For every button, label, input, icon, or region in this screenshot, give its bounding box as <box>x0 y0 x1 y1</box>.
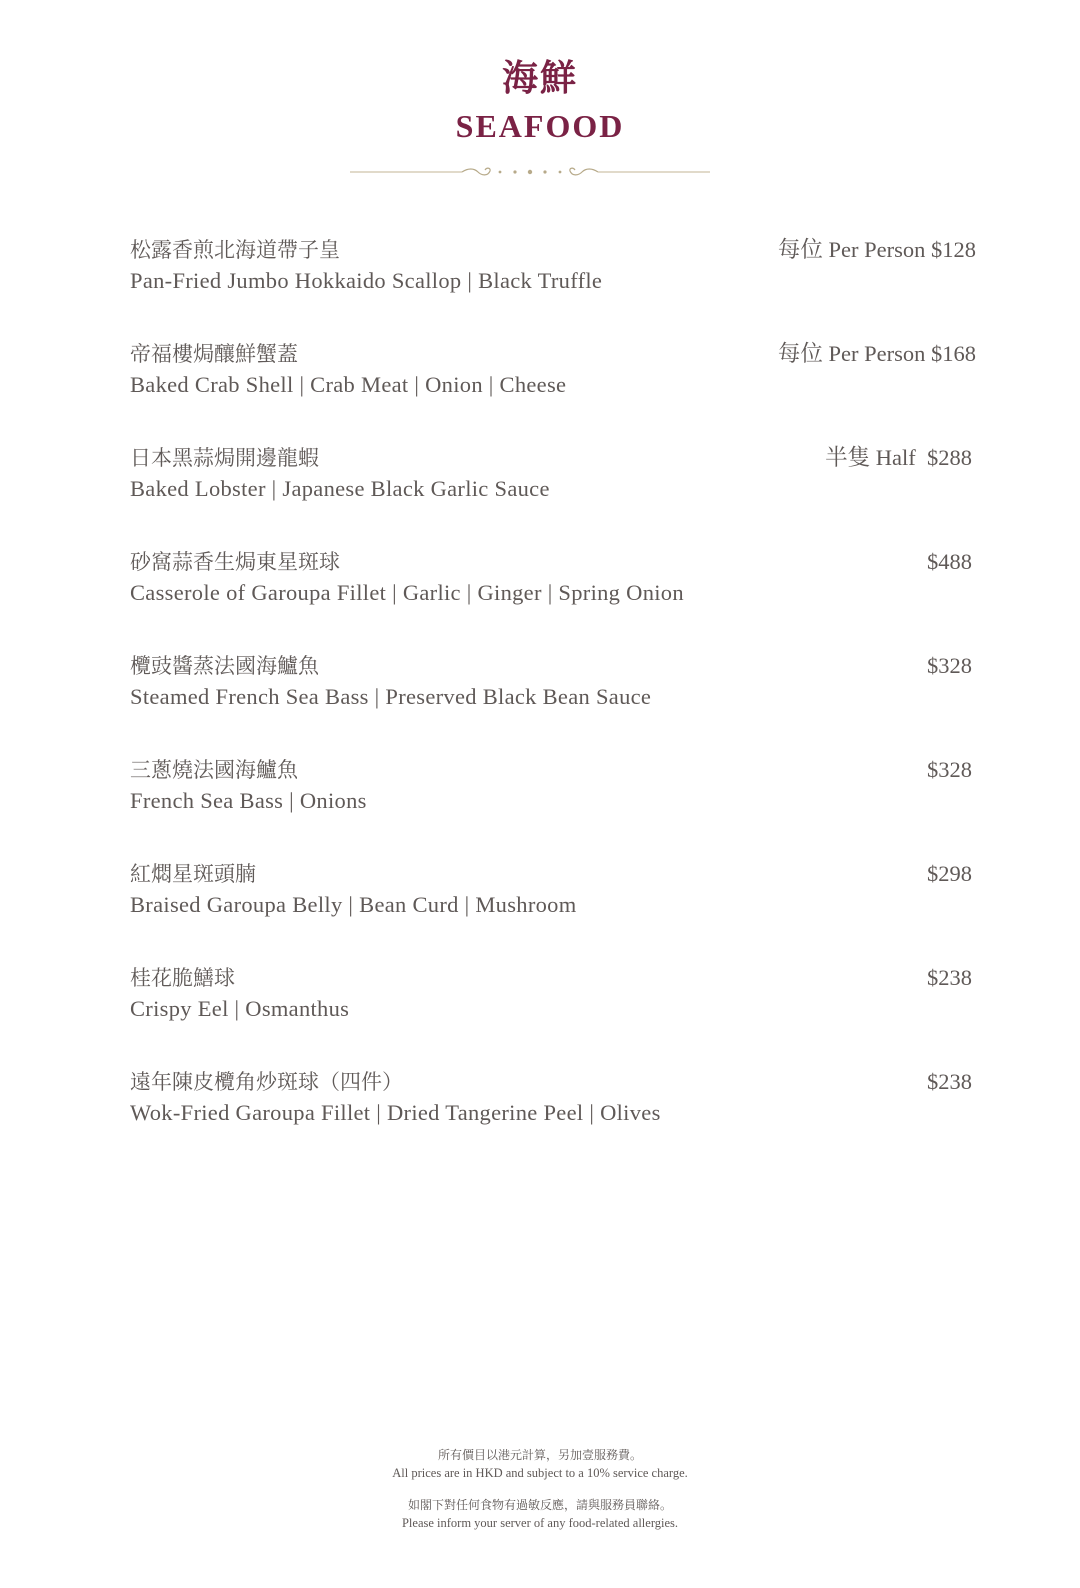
menu-item-price: $238 <box>927 1069 972 1094</box>
menu-item <box>130 548 976 652</box>
menu-item-name-chinese: 桂花脆鱔球 <box>130 966 235 990</box>
menu-item-price: 每位 Per Person $128 <box>777 237 976 262</box>
menu-item-name-chinese: 日本黑蒜焗開邊龍蝦 <box>130 446 319 470</box>
seafood-menu-list <box>130 236 976 1172</box>
service-charge-note-english: All prices are in HKD and subject to a 10% service charge. <box>392 1466 688 1480</box>
menu-item <box>130 652 976 756</box>
menu-item <box>130 340 976 444</box>
menu-item-price: 每位 Per Person $168 <box>777 341 976 366</box>
menu-item-price: $488 <box>927 549 972 574</box>
menu-item-name-english: Casserole of Garoupa Fillet | Garlic | Ginger | Spring Onion <box>130 580 684 605</box>
page-title-english: SEAFOOD <box>455 108 625 144</box>
menu-item <box>130 1068 976 1172</box>
menu-item <box>130 860 976 964</box>
menu-item-price: $298 <box>927 861 972 886</box>
service-charge-note-chinese: 所有價目以港元計算，另加壹服務費。 <box>437 1448 642 1462</box>
menu-item-name-english: Steamed French Sea Bass | Preserved Black Bean Sauce <box>130 684 652 709</box>
menu-item-name-chinese: 三蔥燒法國海鱸魚 <box>130 758 298 782</box>
menu-item-name-english: Wok-Fried Garoupa Fillet | Dried Tangerine Peel | Olives <box>130 1100 661 1125</box>
menu-item-name-english: Baked Lobster | Japanese Black Garlic Sauce <box>130 476 550 501</box>
page-header <box>0 52 1080 146</box>
menu-item <box>130 236 976 340</box>
menu-item-name-chinese: 帝福樓焗釀鮮蟹蓋 <box>130 342 298 366</box>
menu-item <box>130 964 976 1068</box>
menu-item-name-english: Pan-Fried Jumbo Hokkaido Scallop | Black Truffle <box>130 268 603 293</box>
menu-item-name-chinese: 松露香煎北海道帶子皇 <box>130 238 340 262</box>
menu-item-name-chinese: 砂窩蒜香生焗東星斑球 <box>130 550 340 574</box>
page-title-chinese: 海鮮 <box>501 57 578 99</box>
menu-item-price: $328 <box>927 757 972 782</box>
menu-item-name-chinese: 紅燜星斑頭腩 <box>130 862 256 886</box>
menu-item <box>130 444 976 548</box>
decorative-divider-icon <box>350 160 710 184</box>
page-footer <box>0 1446 1080 1532</box>
menu-item <box>130 756 976 860</box>
menu-item-name-english: Baked Crab Shell | Crab Meat | Onion | Cheese <box>130 372 567 397</box>
menu-item-price: $238 <box>927 965 972 990</box>
menu-item-price: $328 <box>927 653 972 678</box>
allergy-note-english: Please inform your server of any food-related allergies. <box>401 1516 679 1530</box>
menu-item-price: 半隻 Half $288 <box>825 445 972 470</box>
menu-item-name-chinese: 遠年陳皮欖角炒斑球（四件） <box>130 1070 403 1094</box>
menu-item-name-english: French Sea Bass | Onions <box>130 788 367 813</box>
menu-item-name-english: Crispy Eel | Osmanthus <box>130 996 350 1021</box>
menu-item-name-chinese: 欖豉醬蒸法國海鱸魚 <box>130 654 319 678</box>
allergy-note-chinese: 如閣下對任何食物有過敏反應，請與服務員聯絡。 <box>407 1498 672 1512</box>
menu-item-name-english: Braised Garoupa Belly | Bean Curd | Mushroom <box>130 892 577 917</box>
